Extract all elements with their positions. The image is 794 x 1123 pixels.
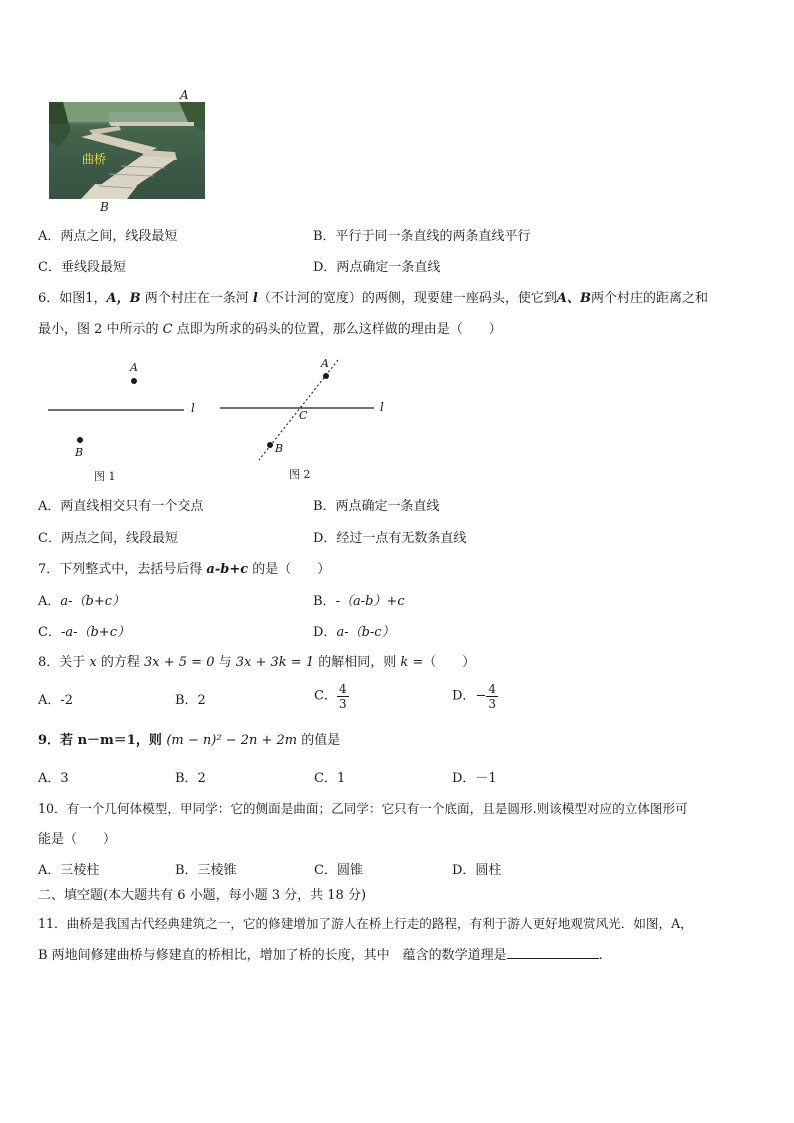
q7-option-c[interactable] bbox=[38, 624, 130, 642]
q6-text-a: 两个村庄在一条河 bbox=[140, 291, 253, 306]
q6-point-c: C bbox=[162, 322, 173, 337]
q7-option-c-expr: -a-（b+c） bbox=[60, 625, 130, 640]
q7-option-b-expr: -（a-b）+c bbox=[335, 594, 405, 609]
q7-stem bbox=[38, 561, 330, 579]
q6-figures bbox=[44, 352, 394, 484]
q6-river-l: l bbox=[252, 291, 258, 306]
q8-option-d[interactable] bbox=[452, 682, 498, 711]
q8-option-c-denominator: 3 bbox=[338, 697, 347, 711]
q6-text-b: （不计河的宽度）的两侧，现要建一座码头，使它到 bbox=[257, 291, 557, 306]
q7-option-a-label: A． bbox=[38, 594, 61, 609]
q7-option-d-label: D． bbox=[313, 625, 337, 640]
q8-equation-1: 3x + 5 = 0 bbox=[144, 655, 215, 670]
q6-option-d[interactable]: D．经过一点有无数条直线 bbox=[313, 531, 467, 546]
q11-text-a: B 两地间修建曲桥与修建直的桥相比，增加了桥的长度，其中 蕴含的数学道理是 bbox=[38, 948, 507, 963]
fig1-label-b: B bbox=[75, 446, 84, 459]
q8-text-d: 的解相同，则 bbox=[314, 655, 401, 670]
fig2-point-b bbox=[267, 442, 273, 448]
q11-stem-line1: 11．曲桥是我国古代经典建筑之一，它的修建增加了游人在桥上行走的路程，有利于游人更好地观赏风光．如图，A， bbox=[38, 916, 693, 931]
q5-option-d[interactable]: D．两点确定一条直线 bbox=[313, 260, 441, 275]
q8-option-c-fraction bbox=[337, 682, 349, 711]
q6-text-c: 两个村庄的距离之和 bbox=[590, 291, 708, 306]
q11-stem-line2 bbox=[38, 946, 603, 965]
fig2-label-a: A bbox=[321, 357, 329, 370]
q9-option-a[interactable]: A．3 bbox=[38, 771, 69, 786]
q6-stem-line2 bbox=[38, 321, 502, 339]
bridge-illustration bbox=[49, 102, 205, 199]
q11-text-b: . bbox=[598, 948, 603, 963]
q8-option-d-denominator: 3 bbox=[488, 697, 496, 711]
fig1-caption: 图 1 bbox=[94, 470, 116, 483]
q7-option-b[interactable] bbox=[313, 593, 405, 611]
fig2-label-c: C bbox=[299, 409, 308, 422]
curved-bridge-photo bbox=[49, 102, 205, 199]
fig1-point-a bbox=[131, 378, 137, 384]
q8-var-x: x bbox=[89, 655, 97, 670]
q6-stem-line1 bbox=[38, 290, 708, 308]
q9-option-b[interactable]: B．2 bbox=[175, 771, 206, 786]
q6-points-ab-2: A、B bbox=[556, 291, 591, 306]
q8-option-c-numerator: 4 bbox=[338, 682, 347, 696]
q5-option-c[interactable]: C．垂线段最短 bbox=[38, 260, 126, 275]
q7-text-b: 的是（ ） bbox=[248, 562, 331, 577]
fig1-label-l: l bbox=[191, 401, 195, 415]
q8-option-b[interactable]: B．2 bbox=[175, 693, 206, 708]
q8-option-c-label: C． bbox=[314, 688, 337, 704]
point-b-label: B bbox=[100, 200, 109, 214]
q5-option-b[interactable]: B．平行于同一条直线的两条直线平行 bbox=[313, 229, 531, 244]
q10-option-a[interactable]: A．三棱柱 bbox=[38, 863, 100, 878]
q8-var-k: k = bbox=[400, 655, 424, 670]
q8-text-e: （ ） bbox=[423, 655, 476, 670]
q6-option-c[interactable]: C．两点之间，线段最短 bbox=[38, 531, 178, 546]
q7-option-d[interactable] bbox=[313, 624, 395, 642]
fig2-label-l: l bbox=[380, 400, 384, 414]
q8-text-b: 的方程 bbox=[96, 655, 145, 670]
q7-option-a-expr: a-（b+c） bbox=[60, 594, 126, 609]
q9-option-c[interactable]: C．1 bbox=[314, 771, 346, 786]
q10-option-d[interactable]: D．圆柱 bbox=[452, 863, 502, 878]
q6-text-d: 最小，图 2 中所示的 bbox=[38, 322, 163, 337]
bridge-label: 曲桥 bbox=[82, 152, 107, 166]
q10-option-b[interactable]: B．三棱锥 bbox=[175, 863, 237, 878]
q9-text-b: 的值是 bbox=[297, 733, 341, 748]
q10-stem-line1: 10．有一个几何体模型，甲同学：它的侧面是曲面；乙同学：它只有一个底面，且是圆形.则该模型对应的立体图形可 bbox=[38, 801, 688, 816]
q6-text-e: 点即为所求的码头的位置，那么这样做的理由是（ ） bbox=[172, 322, 502, 337]
q5-option-a[interactable]: A．两点之间，线段最短 bbox=[38, 229, 178, 244]
fig2-caption: 图 2 bbox=[289, 468, 311, 481]
q7-text-a: 7．下列整式中，去括号后得 bbox=[38, 562, 207, 577]
q6-points-ab: A，B bbox=[106, 291, 141, 306]
fig2-label-b: B bbox=[275, 442, 284, 455]
q8-stem bbox=[38, 654, 475, 672]
section-fill-in-title: 二、填空题(本大题共有 6 小题，每小题 3 分，共 18 分) bbox=[38, 888, 367, 903]
fig1-label-a: A bbox=[130, 361, 138, 374]
q6-option-b[interactable]: B．两点确定一条直线 bbox=[313, 499, 440, 514]
fig2-point-a bbox=[323, 373, 329, 379]
q11-answer-blank[interactable] bbox=[507, 946, 599, 959]
q8-text-c: 与 bbox=[214, 655, 236, 670]
q7-option-d-expr: a-（b-c） bbox=[336, 625, 395, 640]
q6-option-a[interactable]: A．两直线相交只有一个交点 bbox=[38, 499, 204, 514]
q8-option-a[interactable]: A．-2 bbox=[38, 693, 74, 708]
q8-option-d-sign: − bbox=[475, 688, 487, 704]
q7-expression: a-b+c bbox=[206, 562, 249, 577]
q10-option-c[interactable]: C．圆锥 bbox=[314, 863, 363, 878]
fig1-point-b bbox=[77, 437, 83, 443]
q8-text-a: 8．关于 bbox=[38, 655, 90, 670]
q7-option-c-label: C． bbox=[38, 625, 61, 640]
q8-option-d-numerator: 4 bbox=[488, 682, 496, 696]
q9-option-d[interactable]: D．－1 bbox=[452, 771, 497, 786]
q8-option-d-label: D． bbox=[452, 688, 476, 704]
q7-option-a[interactable] bbox=[38, 593, 125, 611]
q7-option-b-label: B． bbox=[313, 594, 336, 609]
point-a-label: A bbox=[180, 88, 189, 102]
q9-stem bbox=[38, 732, 340, 750]
q8-option-c[interactable] bbox=[314, 682, 349, 711]
q10-stem-line2: 能是（ ） bbox=[38, 832, 117, 847]
q9-expression: (m − n)² − 2n + 2m bbox=[166, 733, 298, 748]
q8-option-d-fraction bbox=[486, 682, 498, 711]
q9-text-a: 9．若 n－m＝1，则 bbox=[38, 733, 167, 748]
q6-number: 6．如图1， bbox=[38, 291, 107, 306]
q8-equation-2: 3x + 3k = 1 bbox=[235, 655, 315, 670]
